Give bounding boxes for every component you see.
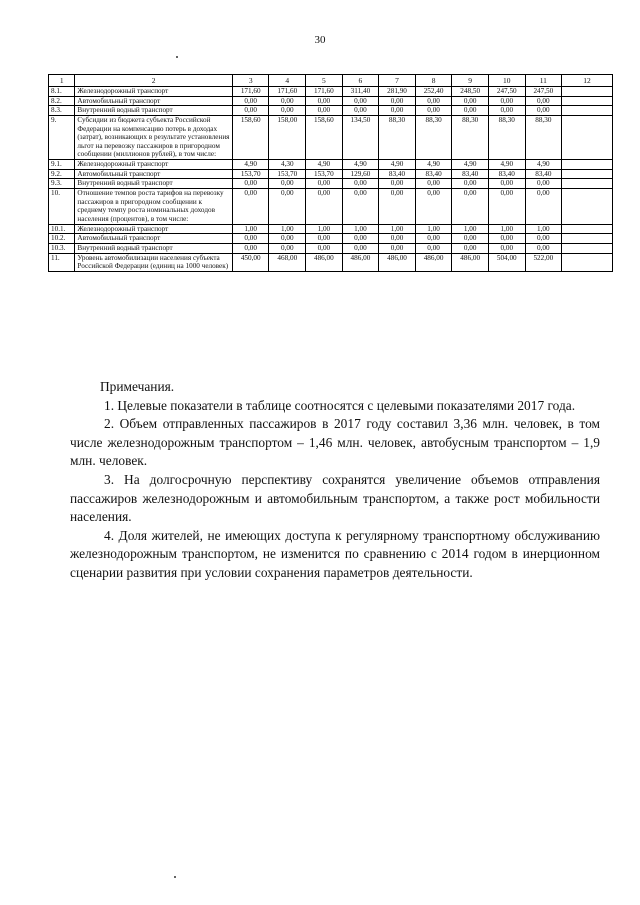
notes-section: [70, 378, 600, 583]
value-cell: 311,40: [342, 87, 379, 97]
value-cell: 486,00: [452, 253, 489, 271]
row-label-cell: Железнодорожный транспорт: [75, 224, 233, 234]
value-cell: 0,00: [415, 96, 452, 106]
empty-cell: [562, 96, 613, 106]
value-cell: 248,50: [452, 87, 489, 97]
value-cell: 0,00: [379, 189, 416, 225]
note-item: 2. Объем отправленных пассажиров в 2017 году составил 3,36 млн. человек, в том числе железнодорожным транспортом – 1,46 млн. человек, автобусным транспортом – 1,9 млн. человек.: [70, 416, 600, 469]
row-number-cell: 10.3.: [49, 243, 75, 253]
value-cell: 0,00: [488, 106, 525, 116]
value-cell: 0,00: [342, 96, 379, 106]
value-cell: 0,00: [525, 234, 562, 244]
value-cell: 0,00: [269, 96, 306, 106]
value-cell: 0,00: [342, 243, 379, 253]
header-cell: 2: [75, 75, 233, 87]
row-number-cell: 10.: [49, 189, 75, 225]
value-cell: 1,00: [342, 224, 379, 234]
header-cell: 1: [49, 75, 75, 87]
table-row: [49, 234, 613, 244]
value-cell: 0,00: [232, 179, 269, 189]
empty-cell: [562, 253, 613, 271]
header-cell: 5: [306, 75, 343, 87]
row-label-cell: Железнодорожный транспорт: [75, 87, 233, 97]
value-cell: 0,00: [306, 234, 343, 244]
empty-cell: [562, 115, 613, 159]
value-cell: 88,30: [452, 115, 489, 159]
value-cell: 0,00: [342, 189, 379, 225]
row-number-cell: 9.3.: [49, 179, 75, 189]
header-cell: 11: [525, 75, 562, 87]
value-cell: 158,00: [269, 115, 306, 159]
value-cell: 83,40: [379, 169, 416, 179]
value-cell: 0,00: [342, 179, 379, 189]
empty-cell: [562, 224, 613, 234]
row-label-cell: Отношение темпов роста тарифов на перевозку пассажиров в пригородном сообщении к среднему темпу роста номинальных доходов населения (процентов), в том числе:: [75, 189, 233, 225]
value-cell: 0,00: [232, 234, 269, 244]
value-cell: 0,00: [452, 243, 489, 253]
value-cell: 0,00: [488, 96, 525, 106]
value-cell: 1,00: [306, 224, 343, 234]
row-number-cell: 10.1.: [49, 224, 75, 234]
row-label-cell: Внутренний водный транспорт: [75, 243, 233, 253]
note-item: 3. На долгосрочную перспективу сохранятся увеличение объемов отправления пассажиров железнодорожным и автомобильным транспортом, а также рост мобильности населения.: [70, 471, 600, 525]
value-cell: 0,00: [342, 234, 379, 244]
value-cell: 83,40: [452, 169, 489, 179]
notes-title: Примечания.: [100, 379, 175, 394]
row-number-cell: 10.2.: [49, 234, 75, 244]
value-cell: 134,50: [342, 115, 379, 159]
value-cell: 0,00: [488, 179, 525, 189]
value-cell: 1,00: [415, 224, 452, 234]
table-row: [49, 243, 613, 253]
header-cell: 7: [379, 75, 416, 87]
value-cell: 4,90: [232, 160, 269, 170]
value-cell: 1,00: [525, 224, 562, 234]
table-row: [49, 169, 613, 179]
header-cell: 9: [452, 75, 489, 87]
table-row: [49, 189, 613, 225]
table-row: [49, 253, 613, 271]
value-cell: 0,00: [232, 189, 269, 225]
value-cell: 83,40: [488, 169, 525, 179]
value-cell: 0,00: [306, 179, 343, 189]
value-cell: 0,00: [379, 234, 416, 244]
header-cell: 8: [415, 75, 452, 87]
value-cell: 158,60: [306, 115, 343, 159]
value-cell: 0,00: [269, 106, 306, 116]
value-cell: 0,00: [306, 189, 343, 225]
value-cell: 1,00: [269, 224, 306, 234]
header-cell: 6: [342, 75, 379, 87]
table-row: [49, 224, 613, 234]
value-cell: 88,30: [415, 115, 452, 159]
note-item: 4. Доля жителей, не имеющих доступа к регулярному транспортному обслуживанию железнодорожным транспортом, не изменится по сравнению с 2014 годом в инерционном сценарии развития при условии сохранения параметров деятельности.: [70, 527, 600, 580]
empty-cell: [562, 169, 613, 179]
value-cell: 0,00: [525, 189, 562, 225]
empty-cell: [562, 179, 613, 189]
value-cell: 171,60: [232, 87, 269, 97]
value-cell: 247,50: [525, 87, 562, 97]
row-number-cell: 8.2.: [49, 96, 75, 106]
value-cell: 0,00: [452, 234, 489, 244]
page-number: 30: [314, 34, 326, 46]
value-cell: 0,00: [525, 96, 562, 106]
row-number-cell: 11.: [49, 253, 75, 271]
indicators-table: [48, 74, 613, 272]
value-cell: 0,00: [525, 243, 562, 253]
value-cell: 4,90: [452, 160, 489, 170]
empty-cell: [562, 234, 613, 244]
value-cell: 83,40: [525, 169, 562, 179]
header-cell: 4: [269, 75, 306, 87]
value-cell: 1,00: [232, 224, 269, 234]
table-row: [49, 106, 613, 116]
value-cell: 1,00: [379, 224, 416, 234]
value-cell: 0,00: [415, 234, 452, 244]
value-cell: 0,00: [488, 243, 525, 253]
value-cell: 468,00: [269, 253, 306, 271]
value-cell: 4,30: [269, 160, 306, 170]
header-cell: 3: [232, 75, 269, 87]
value-cell: 0,00: [306, 96, 343, 106]
table-row: [49, 179, 613, 189]
row-number-cell: 8.3.: [49, 106, 75, 116]
value-cell: 450,00: [232, 253, 269, 271]
value-cell: 0,00: [269, 234, 306, 244]
value-cell: 88,30: [488, 115, 525, 159]
value-cell: 0,00: [415, 179, 452, 189]
value-cell: 0,00: [232, 96, 269, 106]
row-label-cell: Автомобильный транспорт: [75, 234, 233, 244]
value-cell: 0,00: [452, 189, 489, 225]
value-cell: 0,00: [379, 179, 416, 189]
value-cell: 158,60: [232, 115, 269, 159]
table-row: [49, 115, 613, 159]
value-cell: 0,00: [415, 106, 452, 116]
value-cell: 522,00: [525, 253, 562, 271]
header-cell: 10: [488, 75, 525, 87]
value-cell: 4,90: [525, 160, 562, 170]
value-cell: 83,40: [415, 169, 452, 179]
value-cell: 247,50: [488, 87, 525, 97]
value-cell: 0,00: [415, 189, 452, 225]
empty-cell: [562, 160, 613, 170]
value-cell: 0,00: [379, 96, 416, 106]
value-cell: 0,00: [342, 106, 379, 116]
value-cell: 504,00: [488, 253, 525, 271]
value-cell: 0,00: [306, 243, 343, 253]
value-cell: 129,60: [342, 169, 379, 179]
value-cell: 0,00: [379, 243, 416, 253]
note-item: 1. Целевые показатели в таблице соотносятся с целевыми показателями 2017 года.: [104, 397, 576, 413]
row-number-cell: 9.2.: [49, 169, 75, 179]
value-cell: 1,00: [452, 224, 489, 234]
scan-speck: [174, 876, 176, 878]
value-cell: 0,00: [488, 189, 525, 225]
scan-speck: [176, 56, 178, 58]
value-cell: 0,00: [452, 179, 489, 189]
row-number-cell: 8.1.: [49, 87, 75, 97]
row-label-cell: Автомобильный транспорт: [75, 169, 233, 179]
value-cell: 171,60: [269, 87, 306, 97]
value-cell: 0,00: [232, 243, 269, 253]
value-cell: 0,00: [525, 179, 562, 189]
value-cell: 88,30: [379, 115, 416, 159]
value-cell: 0,00: [415, 243, 452, 253]
value-cell: 252,40: [415, 87, 452, 97]
table-row: [49, 87, 613, 97]
value-cell: 0,00: [379, 106, 416, 116]
value-cell: 4,90: [415, 160, 452, 170]
row-label-cell: Автомобильный транспорт: [75, 96, 233, 106]
value-cell: 0,00: [269, 179, 306, 189]
value-cell: 153,70: [306, 169, 343, 179]
row-label-cell: Внутренний водный транспорт: [75, 106, 233, 116]
value-cell: 486,00: [379, 253, 416, 271]
value-cell: 281,90: [379, 87, 416, 97]
value-cell: 0,00: [269, 243, 306, 253]
row-label-cell: Уровень автомобилизации населения субъекта Российской Федерации (единиц на 1000 человек): [75, 253, 233, 271]
value-cell: 486,00: [306, 253, 343, 271]
value-cell: 0,00: [525, 106, 562, 116]
row-number-cell: 9.1.: [49, 160, 75, 170]
value-cell: 4,90: [488, 160, 525, 170]
value-cell: 486,00: [415, 253, 452, 271]
empty-cell: [562, 243, 613, 253]
empty-cell: [562, 189, 613, 225]
row-label-cell: Субсидии из бюджета субъекта Российской Федерации на компенсацию потерь в доходах (затрат), возникающих в результате установления льгот на перевозку пассажиров в пригородном сообщении (миллионов рублей), в том числе:: [75, 115, 233, 159]
empty-cell: [562, 106, 613, 116]
value-cell: 486,00: [342, 253, 379, 271]
value-cell: 0,00: [306, 106, 343, 116]
value-cell: 1,00: [488, 224, 525, 234]
header-cell: 12: [562, 75, 613, 87]
table-header-row: [49, 75, 613, 87]
value-cell: 0,00: [452, 96, 489, 106]
value-cell: 0,00: [232, 106, 269, 116]
value-cell: 88,30: [525, 115, 562, 159]
value-cell: 153,70: [232, 169, 269, 179]
row-number-cell: 9.: [49, 115, 75, 159]
value-cell: 153,70: [269, 169, 306, 179]
table-row: [49, 160, 613, 170]
value-cell: 0,00: [488, 234, 525, 244]
empty-cell: [562, 87, 613, 97]
row-label-cell: Железнодорожный транспорт: [75, 160, 233, 170]
value-cell: 4,90: [342, 160, 379, 170]
value-cell: 171,60: [306, 87, 343, 97]
row-label-cell: Внутренний водный транспорт: [75, 179, 233, 189]
table-row: [49, 96, 613, 106]
value-cell: 4,90: [379, 160, 416, 170]
value-cell: 0,00: [269, 189, 306, 225]
value-cell: 4,90: [306, 160, 343, 170]
value-cell: 0,00: [452, 106, 489, 116]
